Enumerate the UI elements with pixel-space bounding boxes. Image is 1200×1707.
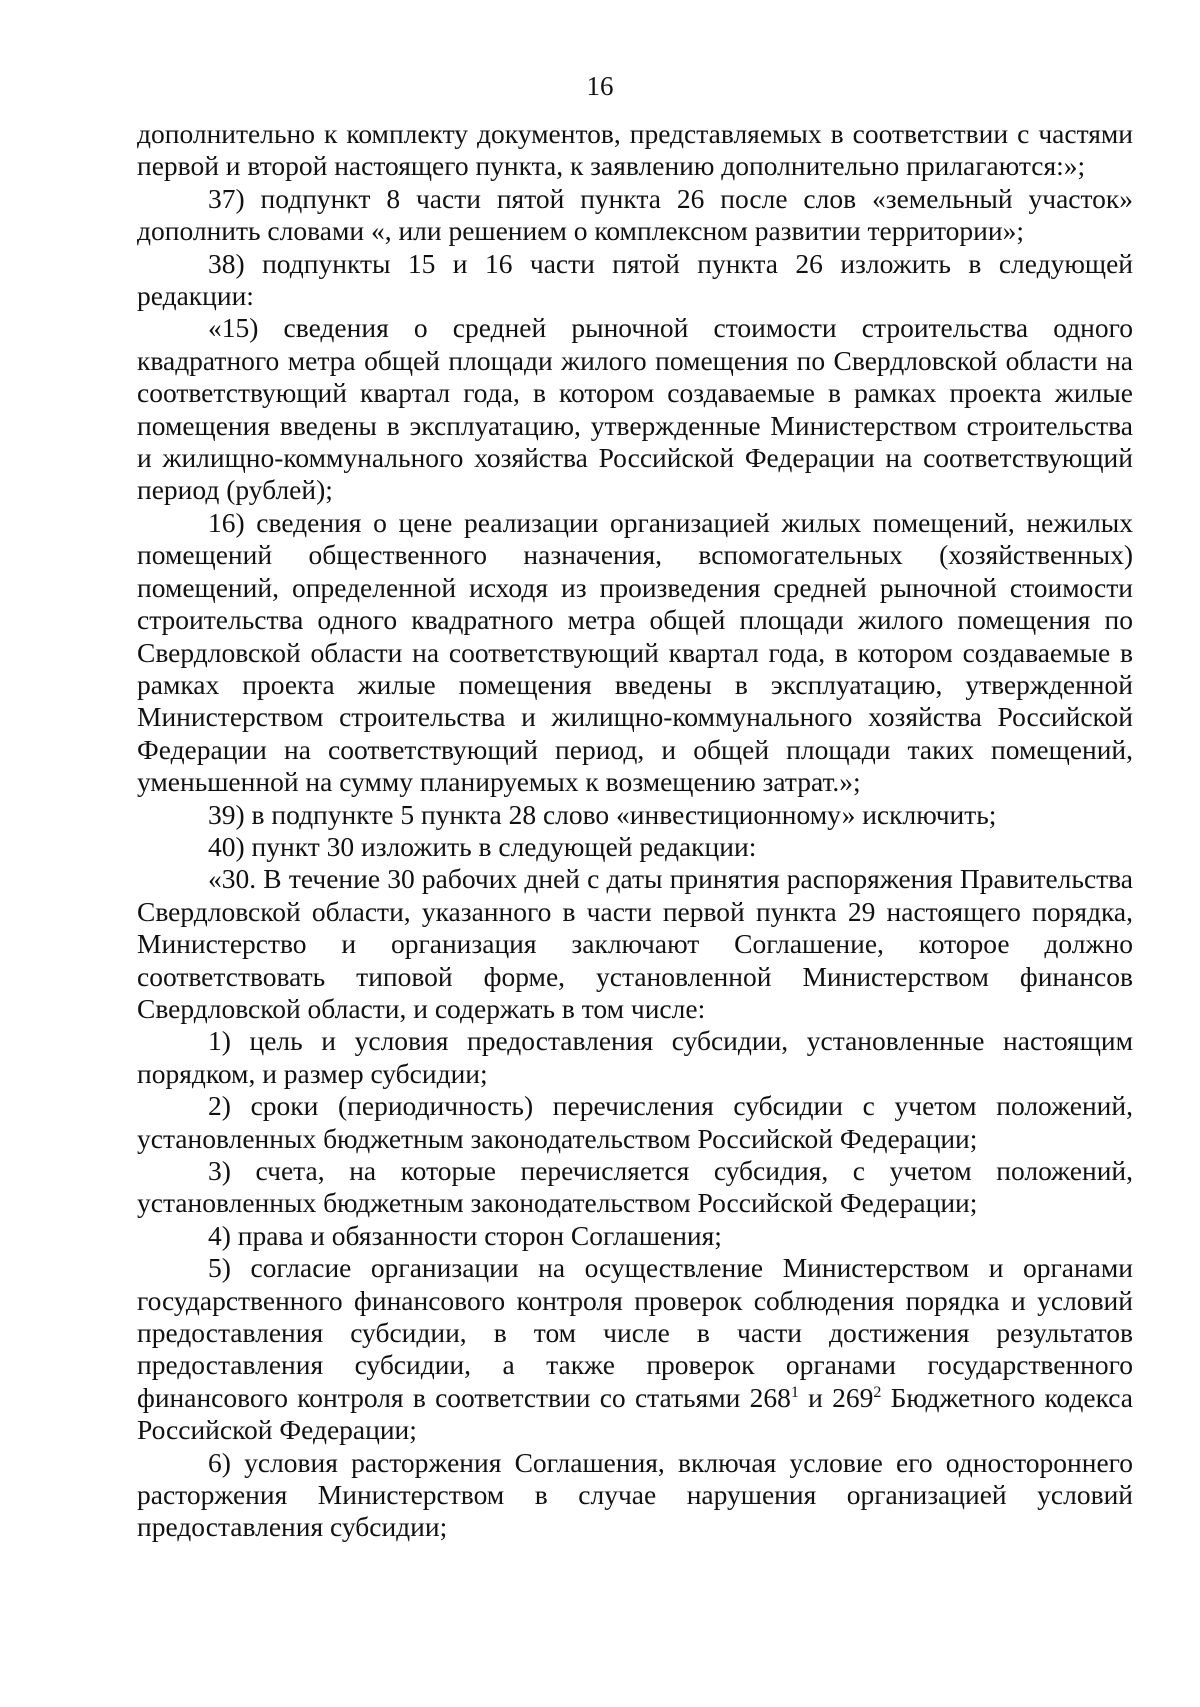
paragraph-subitem-2: 2) сроки (периодичность) перечисления субсидии с учетом положений, установленных бюджетным законодательством Российской Федерации; (137, 1090, 1133, 1154)
superscript-1: 1 (790, 1383, 799, 1401)
paragraph-subitem-15: «15) сведения о средней рыночной стоимости строительства одного квадратного метра общей площади жилого помещения по Свердловской области на соответствующий квартал года, в котором создаваемые в рамках проекта жилые помещения введены в эксплуатацию, утвержденные Министерством строительства и жилищно-коммунального хозяйства Российской Федерации на соответствующий период (рублей); (137, 312, 1133, 506)
paragraph-item-37: 37) подпункт 8 части пятой пункта 26 после слов «земельный участок» дополнить словами «, или решением о комплексном развитии территории»; (137, 182, 1133, 247)
superscript-2: 2 (873, 1383, 882, 1401)
paragraph-item-38: 38) подпункты 15 и 16 части пятой пункта 26 изложить в следующей редакции: (137, 247, 1133, 312)
paragraph-subitem-4: 4) права и обязанности сторон Соглашения; (208, 1219, 722, 1251)
paragraph-item-40: 40) пункт 30 изложить в следующей редакции: (208, 830, 757, 862)
paragraph-continuation: дополнительно к комплекту документов, представляемых в соответствии с частями первой и второй настоящего пункта, к заявлению дополнительно прилагаются:»; (137, 118, 1133, 182)
subitem-5-text-start: 5) согласие организации на осуществление Министерством и органами государственного финансового контроля проверок соблюдения порядка и условий предоставления субсидии, в том числе в части достижения результатов предоставления субсидии, а также проверок органами государственного финансового контроля в соответствии со статьями 268 (137, 1252, 1133, 1413)
subitem-5-text-middle: и 269 (798, 1381, 874, 1413)
document-body (137, 118, 1133, 1544)
paragraph-subitem-1: 1) цель и условия предоставления субсидии, установленные настоящим порядком, и размер субсидии; (137, 1025, 1133, 1089)
paragraph-subitem-3: 3) счета, на которые перечисляется субсидия, с учетом положений, установленных бюджетным законодательством Российской Федерации; (137, 1155, 1133, 1219)
paragraph-subitem-16: 16) сведения о цене реализации организацией жилых помещений, нежилых помещений общественного назначения, вспомогательных (хозяйственных) помещений, определенной исходя из произведения средней рыночной стоимости строительства одного квадратного метра общей площади жилого помещения по Свердловской области на соответствующий квартал года, в котором создаваемые в рамках проекта жилые помещения введены в эксплуатацию, утвержденной Министерством строительства и жилищно-коммунального хозяйства Российской Федерации на соответствующий период, и общей площади таких помещений, уменьшенной на сумму планируемых к возмещению затрат.»; (137, 506, 1133, 798)
paragraph-item-39: 39) в подпункте 5 пункта 28 слово «инвестиционному» исключить; (208, 798, 997, 830)
paragraph-subitem-5 (137, 1252, 1133, 1446)
subitem-5-text-end: Бюджетного кодекса Российской Федерации; (137, 1381, 1134, 1446)
paragraph-clause-30: «30. В течение 30 рабочих дней с даты принятия распоряжения Правительства Свердловской области, указанного в части первой пункта 29 настоящего порядка, Министерство и организация заключают Соглашение, которое должно соответствовать типовой форме, установленной Министерством финансов Свердловской области, и содержать в том числе: (137, 863, 1133, 1024)
page-number: 16 (586, 71, 614, 101)
paragraph-subitem-6: 6) условия расторжения Соглашения, включая условие его одностороннего расторжения Министерством в случае нарушения организацией условий предоставления субсидии; (137, 1446, 1133, 1543)
